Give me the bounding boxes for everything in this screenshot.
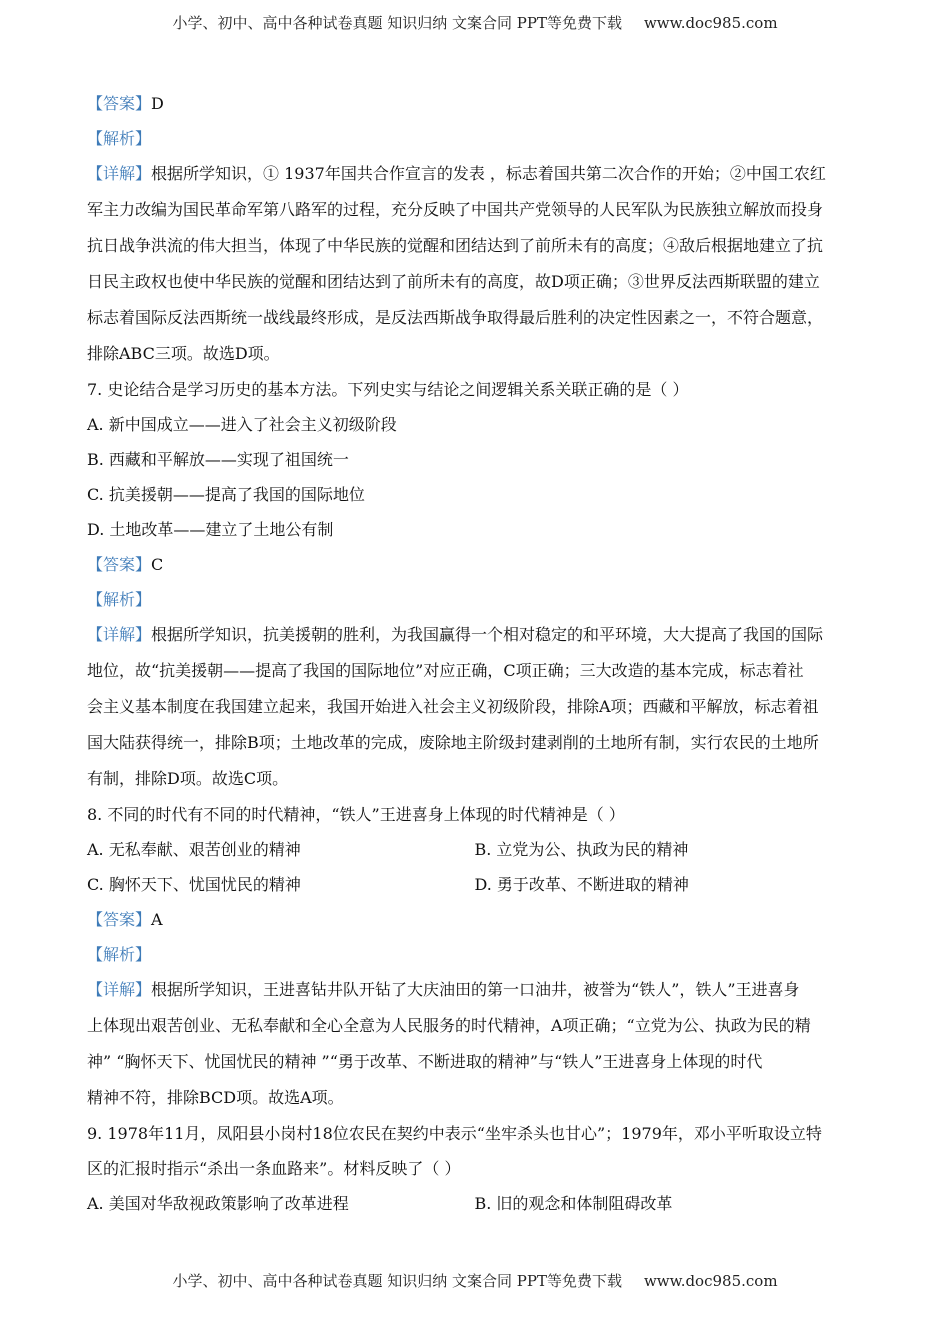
footer-text: 小学、初中、高中各种试卷真题 知识归纳 文案合同 PPT等免费下载 [172,1272,622,1290]
q7-option-c: C. 抗美援朝——提高了我国的国际地位 [87,485,365,504]
q8-options-row [87,867,862,902]
q6-detail-line [87,156,862,192]
q6-detail-line: 日民主政权也使中华民族的觉醒和团结达到了前所未有的高度，故D项正确；③世界反法西斯联盟的建立 [87,272,820,291]
q8-option-c: C. 胸怀天下、忧国忧民的精神 [87,875,301,894]
q6-detail-line: 军主力改编为国民革命军第八路军的过程，充分反映了中国共产党领导的人民军队为民族独立解放而投身 [87,200,824,219]
q7-detail-line [87,617,862,653]
header-site-link[interactable]: www.doc985.com [643,14,778,32]
q6-analysis [87,121,862,156]
q6-detail-line: 标志着国际反法西斯统一战线最终形成，是反法西斯战争取得最后胜利的决定性因素之一，不符合题意， [87,308,824,327]
q6-detail-line: 排除ABC三项。故选D项。 [87,344,280,363]
q7-option-b: B. 西藏和平解放——实现了祖国统一 [87,450,349,469]
q9-question-line: 区的汇报时指示“杀出一条血路来”。材料反映了（ ） [87,1159,461,1178]
q7-detail-text: 根据所学知识，抗美援朝的胜利，为我国赢得一个相对稳定的和平环境，大大提高了我国的国际 [151,625,824,644]
answer-tag: 【答案】 [87,910,152,929]
q9-option-a: A. 美国对华敌视政策影响了改革进程 [87,1194,349,1213]
detail-tag: 【详解】 [87,164,152,183]
footer-site-link[interactable]: www.doc985.com [643,1272,778,1290]
q8-detail-line: 神” “胸怀天下、忧国忧民的精神 ”“勇于改革、不断进取的精神”与“铁人”王进喜身上体现的时代 [87,1052,763,1071]
q7-answer-value: C [151,555,164,574]
q8-detail [87,972,862,1116]
q8-detail-text: 根据所学知识，王进喜钻井队开钻了大庆油田的第一口油井，被誉为“铁人”，铁人”王进喜身 [151,980,800,999]
detail-tag: 【详解】 [87,625,152,644]
answer-tag: 【答案】 [87,94,152,113]
q7-option-a: A. 新中国成立——进入了社会主义初级阶段 [87,415,397,434]
q8-answer-value: A [151,910,163,929]
q7-detail-line: 会主义基本制度在我国建立起来，我国开始进入社会主义初级阶段，排除A项；西藏和平解放，标志着祖 [87,697,819,716]
q7-option-d: D. 土地改革——建立了土地公有制 [87,520,334,539]
q9-options-row [87,1186,862,1221]
q8-option-d: D. 勇于改革、不断进取的精神 [474,875,689,894]
answer-tag: 【答案】 [87,555,152,574]
analysis-tag: 【解析】 [87,945,152,964]
q7-detail-line: 有制，排除D项。故选C项。 [87,769,289,788]
q7-detail-line: 地位，故“抗美援朝——提高了我国的国际地位”对应正确，C项正确；三大改造的基本完成，标志着社 [87,661,804,680]
q6-answer [87,86,862,121]
header-text: 小学、初中、高中各种试卷真题 知识归纳 文案合同 PPT等免费下载 [172,14,622,32]
analysis-tag: 【解析】 [87,129,152,148]
q8-detail-line [87,972,862,1008]
q6-answer-value: D [151,94,164,113]
q9-question-line: 9. 1978年11月，凤阳县小岗村18位农民在契约中表示“坐牢杀头也甘心”；1979年，邓小平听取设立特 [87,1124,822,1143]
q6-detail [87,156,862,372]
q6-detail-line: 抗日战争洪流的伟大担当，体现了中华民族的觉醒和团结达到了前所未有的高度；④敌后根据地建立了抗 [87,236,824,255]
q8-option-b: B. 立党为公、执政为民的精神 [474,840,689,859]
q8-options-row [87,832,862,867]
q8-analysis [87,937,862,972]
q6-detail-text: 根据所学知识，① 1937年国共合作宣言的发表 ，标志着国共第二次合作的开始；②中国工农红 [151,164,826,183]
q8-detail-line: 精神不符，排除BCD项。故选A项。 [87,1088,344,1107]
q9-option-b: B. 旧的观念和体制阻碍改革 [474,1194,673,1213]
q7-analysis [87,582,862,617]
q8-option-a: A. 无私奉献、艰苦创业的精神 [87,840,301,859]
q7-detail [87,617,862,797]
q8-detail-line: 上体现出艰苦创业、无私奉献和全心全意为人民服务的时代精神，A项正确；“立党为公、执政为民的精 [87,1016,811,1035]
page-header [0,12,950,33]
analysis-tag: 【解析】 [87,590,152,609]
q7-detail-line: 国大陆获得统一，排除B项；土地改革的完成，废除地主阶级封建剥削的土地所有制，实行农民的土地所 [87,733,819,752]
q7-answer [87,547,862,582]
q7-question: 7. 史论结合是学习历史的基本方法。下列史实与结论之间逻辑关系关联正确的是（ ） [87,380,689,399]
page-footer [0,1270,950,1291]
q8-question: 8. 不同的时代有不同的时代精神，“铁人”王进喜身上体现的时代精神是（ ） [87,805,625,824]
q8-answer [87,902,862,937]
document-body [87,86,862,1221]
detail-tag: 【详解】 [87,980,152,999]
